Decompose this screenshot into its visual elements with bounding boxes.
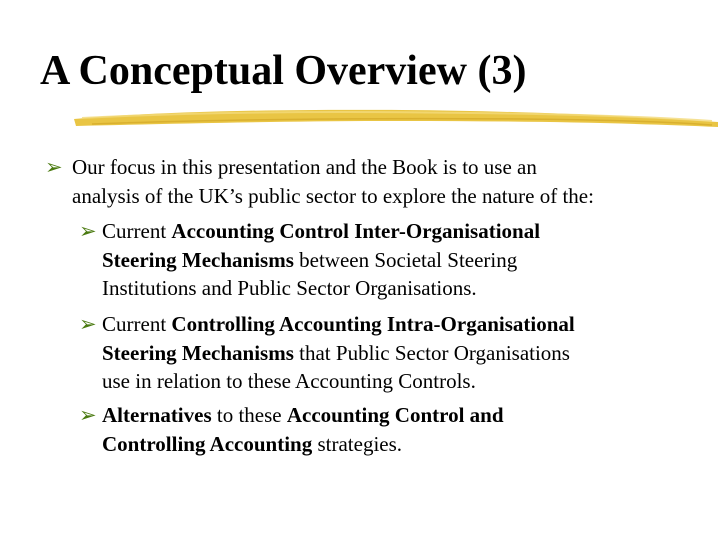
arrowhead-bullet-icon: ➢ [79,403,97,427]
sub-bullet-alternatives [79,401,504,458]
slide-title: A Conceptual Overview (3) [40,48,527,94]
bullet-line: Alternatives to these Accounting Control and [102,403,504,427]
bullet-line: Our focus in this presentation and the Book is to use an [72,155,537,179]
bullet-line: analysis of the UK’s public sector to explore the nature of the: [72,183,594,208]
bullet-line: Controlling Accounting strategies. [102,431,403,456]
sub-bullet-controlling-accounting [79,310,575,396]
arrowhead-bullet-icon: ➢ [45,155,63,179]
bullet-line: Current Controlling Accounting Intra-Organisational [102,312,575,336]
bullet-line: Steering Mechanisms that Public Sector Organisations [102,340,570,365]
bullet-line: Current Accounting Control Inter-Organisational [102,219,541,243]
bullet-line: Institutions and Public Sector Organisations. [102,276,477,300]
arrowhead-bullet-icon: ➢ [79,219,97,243]
bullet-line: use in relation to these Accounting Controls. [102,369,476,393]
bullet-line: Steering Mechanisms between Societal Steering [102,247,518,272]
arrowhead-bullet-icon: ➢ [79,312,97,336]
title-underline-brush [72,104,720,130]
sub-bullet-accounting-control [79,217,540,303]
bullet-main [47,153,594,210]
